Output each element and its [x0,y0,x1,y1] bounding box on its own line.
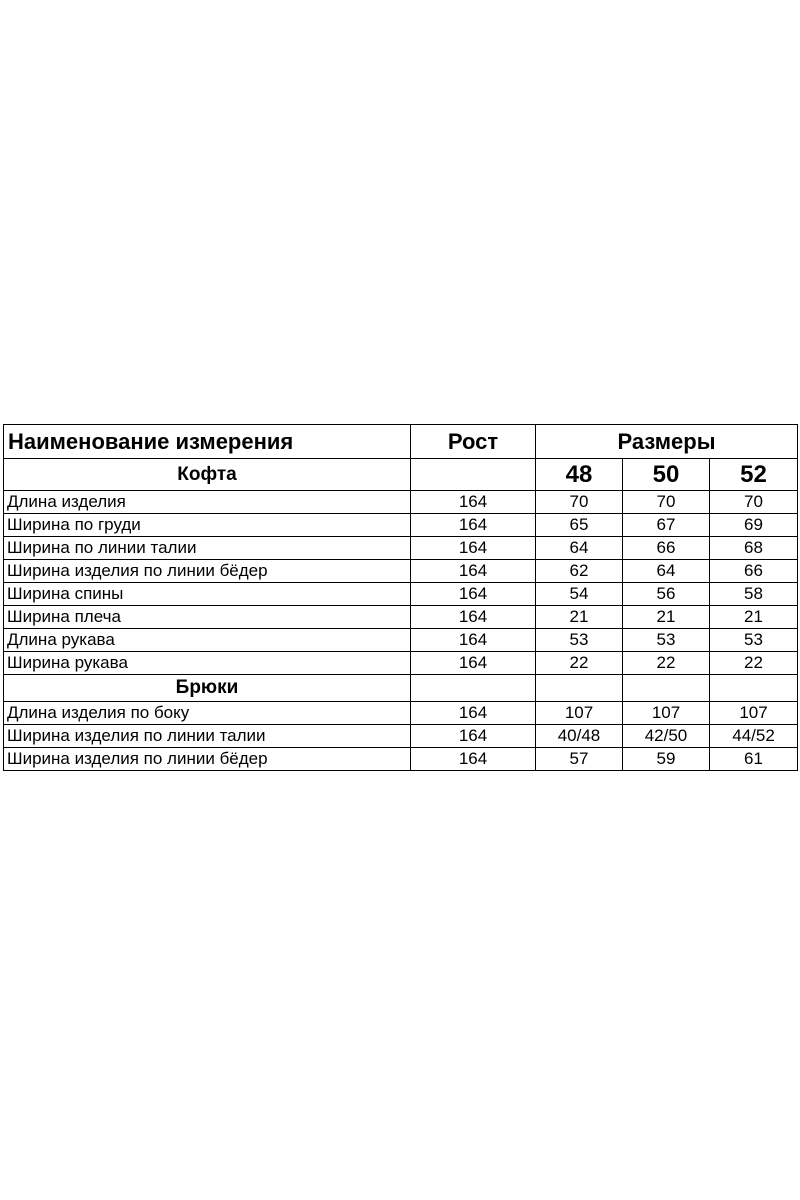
empty-cell [536,675,623,702]
size-value: 58 [710,583,798,606]
rost-value: 164 [411,702,536,725]
measurement-name: Ширина спины [4,583,411,606]
table-row [4,748,798,771]
size-value: 21 [710,606,798,629]
size-value: 69 [710,514,798,537]
table-row [4,583,798,606]
empty-cell [623,675,710,702]
size-value: 66 [623,537,710,560]
size-value: 22 [623,652,710,675]
rost-value: 164 [411,583,536,606]
measurement-name: Ширина изделия по линии бёдер [4,748,411,771]
rost-value: 164 [411,537,536,560]
rost-value: 164 [411,652,536,675]
table-row [4,725,798,748]
header-sizes: Размеры [536,425,798,459]
size-value: 65 [536,514,623,537]
size-value: 40/48 [536,725,623,748]
size-value: 42/50 [623,725,710,748]
rost-value: 164 [411,606,536,629]
section-title-kofta: Кофта [4,459,411,491]
size-value: 64 [536,537,623,560]
size-value: 70 [536,491,623,514]
size-value: 67 [623,514,710,537]
size-value: 53 [536,629,623,652]
rost-value: 164 [411,514,536,537]
measurement-name: Ширина по груди [4,514,411,537]
size-value: 64 [623,560,710,583]
size-value: 57 [536,748,623,771]
size-value: 44/52 [710,725,798,748]
size-value: 70 [710,491,798,514]
measurement-name: Ширина изделия по линии талии [4,725,411,748]
size-value: 68 [710,537,798,560]
size-value: 53 [710,629,798,652]
rost-value: 164 [411,491,536,514]
table-row [4,629,798,652]
size-value: 66 [710,560,798,583]
size-value: 62 [536,560,623,583]
measurement-name: Длина изделия по боку [4,702,411,725]
size-value: 59 [623,748,710,771]
measurement-name: Ширина изделия по линии бёдер [4,560,411,583]
measurement-name: Длина изделия [4,491,411,514]
measurement-name: Длина рукава [4,629,411,652]
rost-value: 164 [411,725,536,748]
section-header-bryuki [4,675,798,702]
rost-value: 164 [411,560,536,583]
section-title-bryuki: Брюки [4,675,411,702]
rost-value: 164 [411,748,536,771]
size-value: 21 [623,606,710,629]
table-row [4,652,798,675]
table-header-row [4,425,798,459]
measurement-name: Ширина рукава [4,652,411,675]
table-row [4,606,798,629]
table-row [4,514,798,537]
table-row [4,491,798,514]
size-value: 107 [710,702,798,725]
size-value: 107 [536,702,623,725]
size-value: 54 [536,583,623,606]
size-chart-table [3,424,798,771]
empty-cell [710,675,798,702]
size-52: 52 [710,459,798,491]
empty-cell [411,675,536,702]
empty-cell [411,459,536,491]
size-value: 107 [623,702,710,725]
size-value: 22 [710,652,798,675]
table-row [4,537,798,560]
table-row [4,702,798,725]
header-measurement-name: Наименование измерения [4,425,411,459]
table-row [4,560,798,583]
size-value: 70 [623,491,710,514]
section-header-kofta [4,459,798,491]
size-value: 53 [623,629,710,652]
size-value: 21 [536,606,623,629]
measurement-name: Ширина плеча [4,606,411,629]
size-value: 61 [710,748,798,771]
size-48: 48 [536,459,623,491]
measurement-name: Ширина по линии талии [4,537,411,560]
size-value: 56 [623,583,710,606]
rost-value: 164 [411,629,536,652]
size-50: 50 [623,459,710,491]
size-value: 22 [536,652,623,675]
header-rost: Рост [411,425,536,459]
